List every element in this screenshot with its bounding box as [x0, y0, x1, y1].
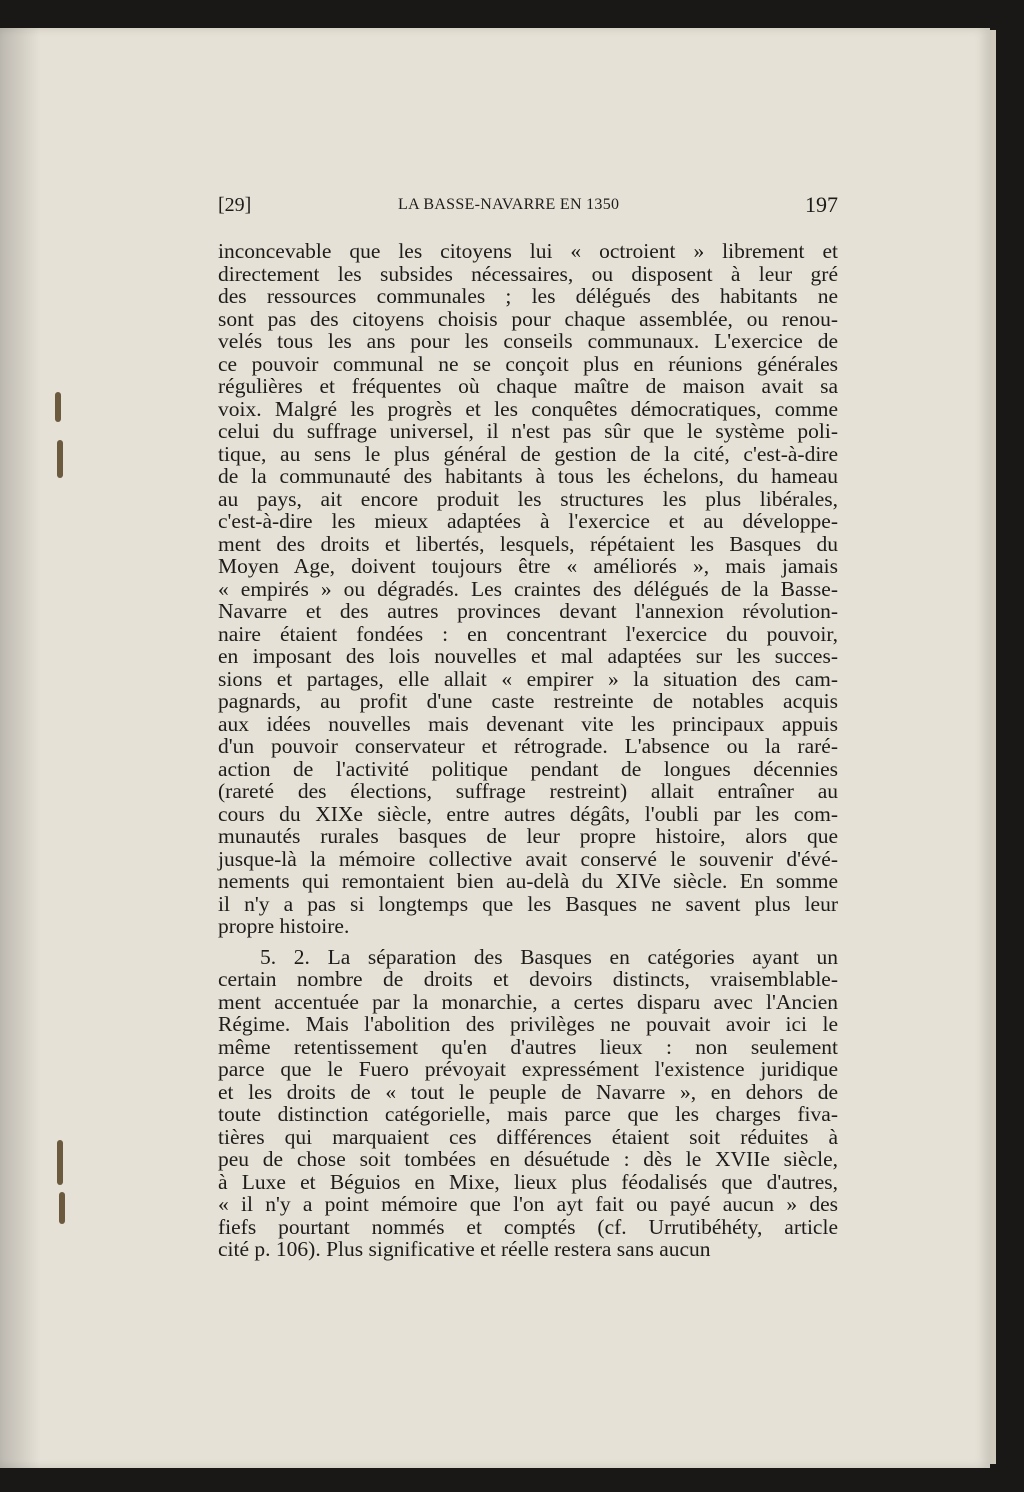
binding-stitch-icon: [57, 440, 63, 478]
binding-shadow: [0, 28, 40, 1468]
text-line: Moyen Age, doivent toujours être « améliorés », mais jamais: [218, 554, 838, 578]
paragraph-1: [218, 240, 838, 938]
text-line: directement les subsides nécessaires, ou disposent à leur gré: [218, 261, 838, 286]
text-line: parce que le Fuero prévoyait expressément l'existence juridique: [218, 1057, 838, 1081]
text-line: action de l'activité politique pendant de longues décennies: [218, 756, 838, 781]
text-line: aux idées nouvelles mais devenant vite les principaux appuis: [218, 711, 838, 736]
text-line: au pays, ait encore produit les structures les plus libérales,: [218, 486, 838, 511]
text-line: pagnards, au profit d'une caste restreinte de notables acquis: [218, 689, 838, 713]
folio-bracket: [29]: [218, 194, 252, 216]
text-line: régulières et fréquentes où chaque maître de maison avait sa: [218, 374, 838, 398]
text-line: « empirés » ou dégradés. Les craintes des délégués de la Basse-: [218, 576, 838, 601]
text-line: Navarre et des autres provinces devant l'annexion révolution-: [218, 599, 838, 623]
binding-stitch-icon: [57, 1140, 63, 1185]
text-line: ce pouvoir communal ne se conçoit plus en réunions générales: [218, 351, 838, 376]
text-line: velés tous les ans pour les conseils communaux. L'exercice de: [218, 329, 838, 353]
text-line: munautés rurales basques de leur propre histoire, alors que: [218, 824, 838, 848]
text-line: voix. Malgré les progrès et les conquêtes démocratiques, comme: [218, 396, 838, 421]
text-line: toute distinction catégorielle, mais parce que les charges fiva-: [218, 1102, 838, 1126]
text-line: peu de chose soit tombées en désuétude : dès le XVIIe siècle,: [218, 1147, 838, 1171]
text-line: il n'y a pas si longtemps que les Basques ne savent plus leur: [218, 891, 838, 916]
text-line: ment des droits et libertés, lesquels, répétaient les Basques du: [218, 531, 838, 556]
text-line: en imposant des lois nouvelles et mal adaptées sur les succes-: [218, 644, 838, 668]
text-line: sont pas des citoyens choisis pour chaque assemblée, ou renou-: [218, 306, 838, 331]
text-line: même retentissement qu'en d'autres lieux : non seulement: [218, 1034, 838, 1059]
text-line: propre histoire.: [218, 914, 350, 938]
text-line: d'un pouvoir conservateur et rétrograde. L'absence ou la raré-: [218, 734, 838, 758]
text-line: à Luxe et Béguios en Mixe, lieux plus féodalisés que d'autres,: [218, 1169, 838, 1194]
binding-stitch-icon: [59, 1192, 65, 1224]
text-line: Régime. Mais l'abolition des privilèges ne pouvait avoir ici le: [218, 1012, 838, 1036]
text-line: jusque-là la mémoire collective avait conservé le souvenir d'évé-: [218, 846, 838, 871]
text-line: tique, au sens le plus général de gestion de la cité, c'est-à-dire: [218, 441, 838, 466]
running-header: [218, 190, 838, 222]
text-line: cours du XIXe siècle, entre autres dégâts, l'oubli par les com-: [218, 801, 838, 826]
text-line: c'est-à-dire les mieux adaptées à l'exercice et au développe-: [218, 509, 838, 533]
running-title: LA BASSE-NAVARRE EN 1350: [398, 196, 620, 213]
text-line: inconcevable que les citoyens lui « octroient » librement et: [218, 239, 838, 263]
text-line: cité p. 106). Plus significative et réelle restera sans aucun: [218, 1237, 711, 1261]
text-line: 5. 2. La séparation des Basques en catégories ayant un: [260, 944, 838, 969]
text-line: de la communauté des habitants à tous les échelons, du hameau: [218, 464, 838, 488]
text-line: des ressources communales ; les délégués des habitants ne: [218, 284, 838, 308]
text-line: fiefs pourtant nommés et comptés (cf. Urrutibéhéty, article: [218, 1214, 838, 1239]
paragraph-2: [218, 946, 838, 1261]
page-edge: [990, 30, 996, 1464]
body-text: [218, 240, 838, 1261]
text-line: « il n'y a point mémoire que l'on ayt fait ou payé aucun » des: [218, 1192, 838, 1216]
text-line: et les droits de « tout le peuple de Navarre », en dehors de: [218, 1079, 838, 1104]
text-line: certain nombre de droits et devoirs distincts, vraisemblable-: [218, 967, 838, 991]
text-line: ment accentuée par la monarchie, a certes disparu avec l'Ancien: [218, 989, 838, 1014]
text-line: tières qui marquaient ces différences étaient soit réduites à: [218, 1124, 838, 1149]
text-line: celui du suffrage universel, il n'est pas sûr que le système poli-: [218, 419, 838, 443]
binding-stitch-icon: [55, 392, 61, 422]
text-line: naire étaient fondées : en concentrant l'exercice du pouvoir,: [218, 621, 838, 646]
text-line: sions et partages, elle allait « empirer » la situation des cam-: [218, 666, 838, 691]
text-line: nements qui remontaient bien au-delà du XIVe siècle. En somme: [218, 869, 838, 893]
page-number: 197: [805, 192, 838, 217]
text-line: (rareté des élections, suffrage restreint) allait entraîner au: [218, 779, 838, 803]
